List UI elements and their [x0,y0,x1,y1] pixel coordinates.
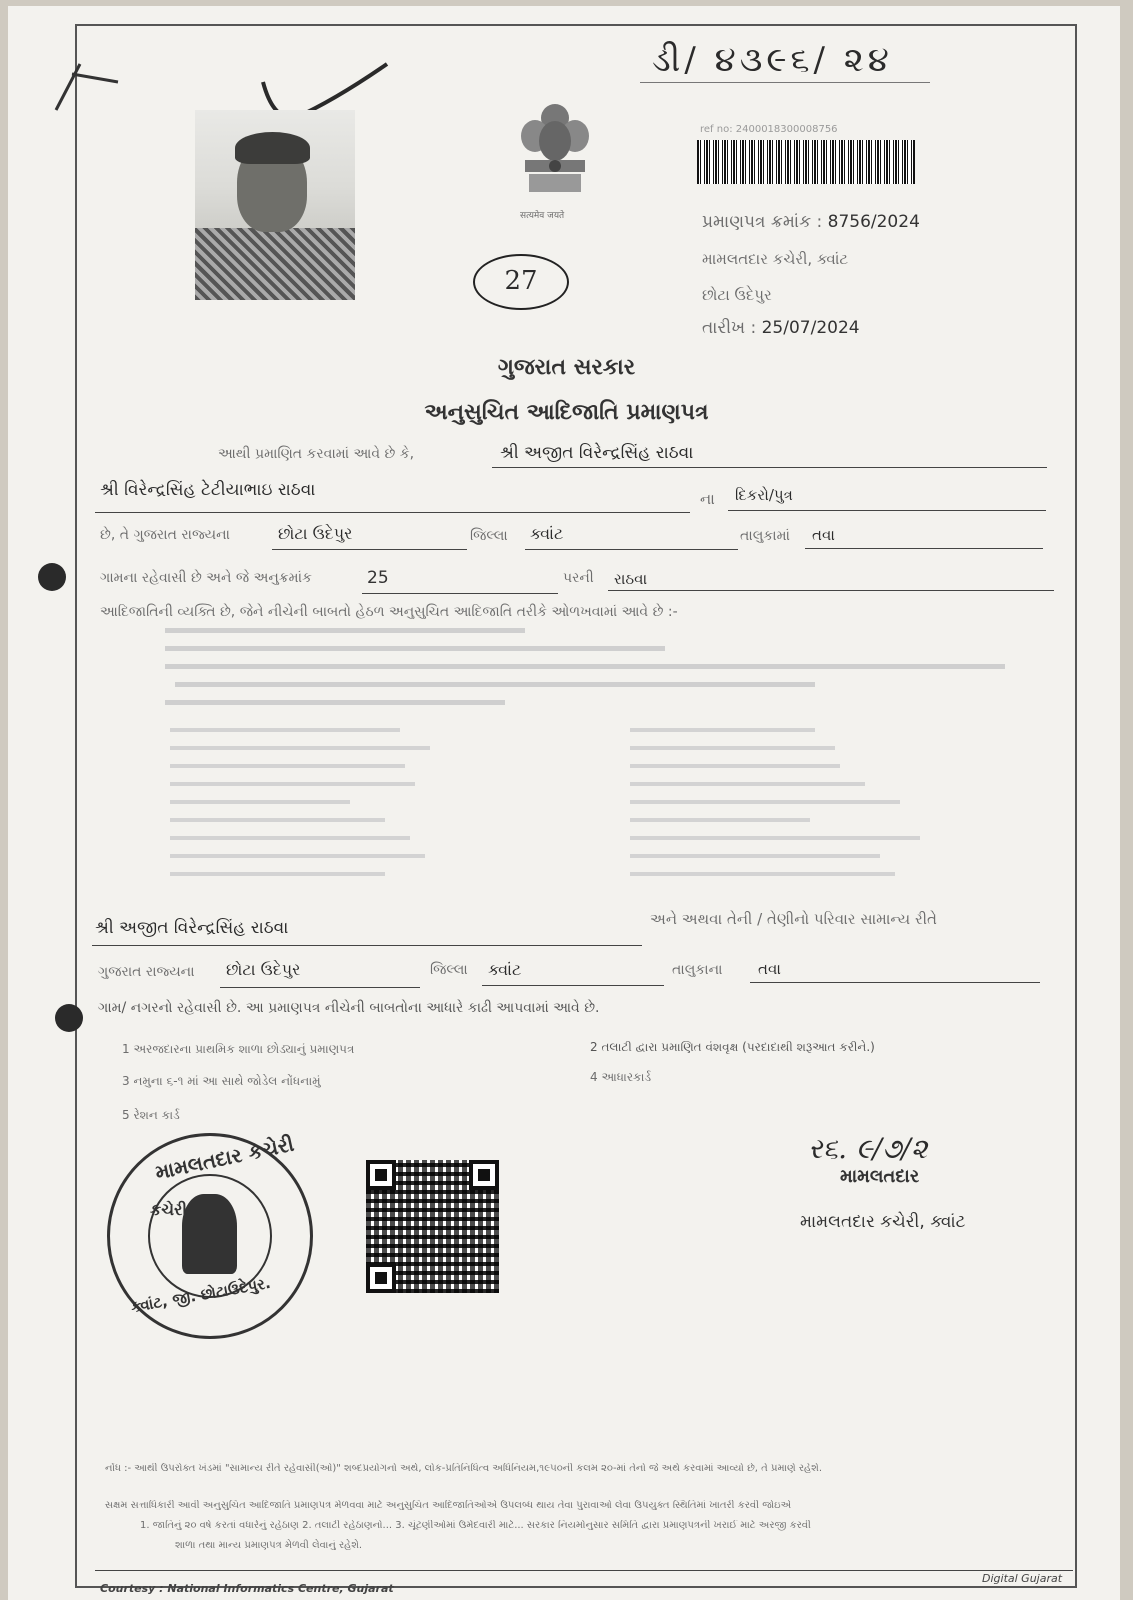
closing-text: ગામ/ નગરનો રહેવાસી છે. આ પ્રમાણપત્ર નીચેની બાબતોના આધારે કાઢી આપવામાં આવે છે. [98,1000,600,1016]
qr-code [366,1160,499,1293]
second-village-value: તવા [758,960,781,978]
second-taluka-underline [482,985,664,986]
footer-line-3: 1. જાતિનું ૨૦ વર્ષ કરતાં વધારેનું રહેઠાણ 2. તલાટી રહેઠાણનો... 3. ચૂંટણીઓમાં ઉમેદવારી માટે... સરકાર નિયમોનુસાર સમિતિ દ્વારા પ્રમાણપત્રની ખરાઈ માટે અરજી કરવી [140,1520,811,1531]
cert-number-label: પ્રમાણપત્ર ક્રમાંક : [702,212,823,232]
emblem-caption: सत्यमेव जयते [520,211,565,221]
second-district-label: જિલ્લા [430,962,468,978]
circled-number: 27 [473,254,569,310]
mamlatdar-office-seal [107,1133,313,1339]
signatory-office: મામલતદાર કચેરી, ક્વાંટ [800,1212,966,1232]
taluka-value: ક્વાંટ [530,524,564,543]
seal-bottom-text: ક્વાંટ, જી. છોટાઉદેપુર. [129,1273,272,1317]
footer-line-2: સક્ષમ સત્તાધિકારી આવી અનુસુચિત આદિજાતિ પ્રમાણપત્ર મેળવવા માટે અનુસુચિત આદિજાતિઓએ ઉપલબ્ધ થાય તેવા પુરાવાઓ લેવા ઉપયુક્ત સ્થિતિમાં ખાતરી કરવી જોઇએ [105,1500,792,1511]
state-prefix: છે, તે ગુજરાત રાજ્યના [100,527,230,543]
applicant-photo [195,110,355,300]
reference-underline [640,82,930,83]
second-village-underline [750,982,1040,983]
date-label: તારીખ : [702,318,757,338]
date-row [702,318,860,338]
document-item-1: 1 અરજદારના પ્રાથમિક શાળા છોડ્યાનું પ્રમાણપત્ર [122,1042,355,1056]
relation-value: દિકરો/પુત્ર [735,486,793,504]
footer-line-4: શાળા તથા માન્ય પ્રમાણપત્ર મેળવી લેવાનું રહેશે. [175,1540,363,1551]
tribe-underline [608,590,1054,591]
courtesy-text: Courtesy : National Informatics Centre, Gujarat [100,1582,394,1595]
handwritten-reference: ડી/ ૪૩૯૬/ ૨૪ [652,40,893,80]
government-title: ગુજરાત સરકાર [497,355,636,380]
footer-rule [95,1570,1073,1571]
relation-underline [728,510,1046,511]
barcode-caption: ref no: 2400018300008756 [700,124,838,135]
district-label: જિલ્લા [470,528,508,544]
intro-text: આથી પ્રમાણિત કરવામાં આવે છે કે, [218,446,415,462]
document-item-3: 3 નમુના ૬-૧ માં આ સાથે જોડેલ નોંધનામું [122,1074,321,1088]
cert-number: 8756/2024 [827,212,920,232]
second-taluka-value: ક્વાંટ [488,960,522,979]
tribe-value: રાઠવા [614,570,648,588]
footer-note: નોંધ :- આથી ઉપરોક્ત ખંડમાં "સામાન્ય રીતે રહેવાસી(ઓ)" શબ્દપ્રયોગનો અર્થ, લોક-પ્રતિનિધિત્વ અધિનિયમ,૧૯૫૦ની કલમ ૨૦-માં તેનો જે અર્થ કરવામાં આવ્યો છે, તે પ્રમાણે રહેશે. [105,1463,823,1474]
punch-hole-top [38,563,66,591]
village-suffix: ગામના રહેવાસી છે અને જે અનુક્રમાંક [100,570,312,586]
serial-number: 25 [367,568,389,588]
cert-number-row [702,212,920,232]
second-district-underline [220,987,420,988]
district-line: છોટા ઉદેપુર [702,286,772,304]
district-value: છોટા ઉદેપુર [278,524,353,543]
document-item-2: 2 તલાટી દ્વારા પ્રમાણિત વંશવૃક્ષ (પરદાદાથી શરૂઆત કરીને.) [590,1040,875,1054]
father-underline [95,512,690,513]
name-underline [492,467,1047,468]
signatory-designation: મામલતદાર [840,1166,920,1187]
para-label: પરની [563,570,594,586]
tribe-suffix: આદિજાતિની વ્યક્તિ છે, જેને નીચેની બાબતો હેઠળ અનુસુચિત આદિજાતિ તરીકે ઓળખવામાં આવે છે :- [100,604,678,620]
serial-underline [362,593,558,594]
father-name: શ્રી વિરેન્દ્રસિંહ ટેટીયાભાઇ રાઠવા [100,480,316,500]
pen-stroke-icon [52,60,122,120]
second-applicant-name: શ્રી અજીત વિરેન્દ્રસિંહ રાઠવા [95,918,289,938]
district-underline [272,549,467,550]
second-state-prefix: ગુજરાત રાજ્યના [98,964,195,980]
legal-references-block [165,628,1025,893]
barcode [697,140,915,184]
handwritten-signature: ર૬. ૯/૭/૨ [808,1132,928,1165]
second-taluka-label: તાલુકાના [672,962,723,978]
seal-top-text: મામલતદાર કચેરી [153,1131,297,1185]
seal-middle-text: કચેરી [150,1200,187,1219]
certificate-title: અનુસુચિત આદિજાતિ પ્રમાણપત્ર [424,400,709,425]
second-name-underline [92,945,642,946]
taluka-label: તાલુકામાં [740,528,790,544]
family-text: અને અથવા તેની / તેણીનો પરિવાર સામાન્ય રીતે [650,910,937,928]
village-underline [805,548,1043,549]
applicant-name: શ્રી અજીત વિરેન્દ્રસિંહ રાઠવા [500,443,694,463]
issue-date: 25/07/2024 [761,318,860,338]
village-value: તવા [812,526,835,544]
document-item-4: 4 આધારકાર્ડ [590,1070,652,1084]
national-emblem-icon [515,96,595,206]
taluka-underline [525,549,738,550]
second-district-value: છોટા ઉદેપુર [226,960,301,979]
punch-hole-bottom [55,1004,83,1032]
digital-gujarat-text: Digital Gujarat [982,1572,1063,1585]
document-item-5: 5 રેશન કાર્ડ [122,1108,180,1122]
issuer-line: મામલતદાર કચેરી, ક્વાંટ [702,250,849,268]
na-word: ના [700,490,715,508]
